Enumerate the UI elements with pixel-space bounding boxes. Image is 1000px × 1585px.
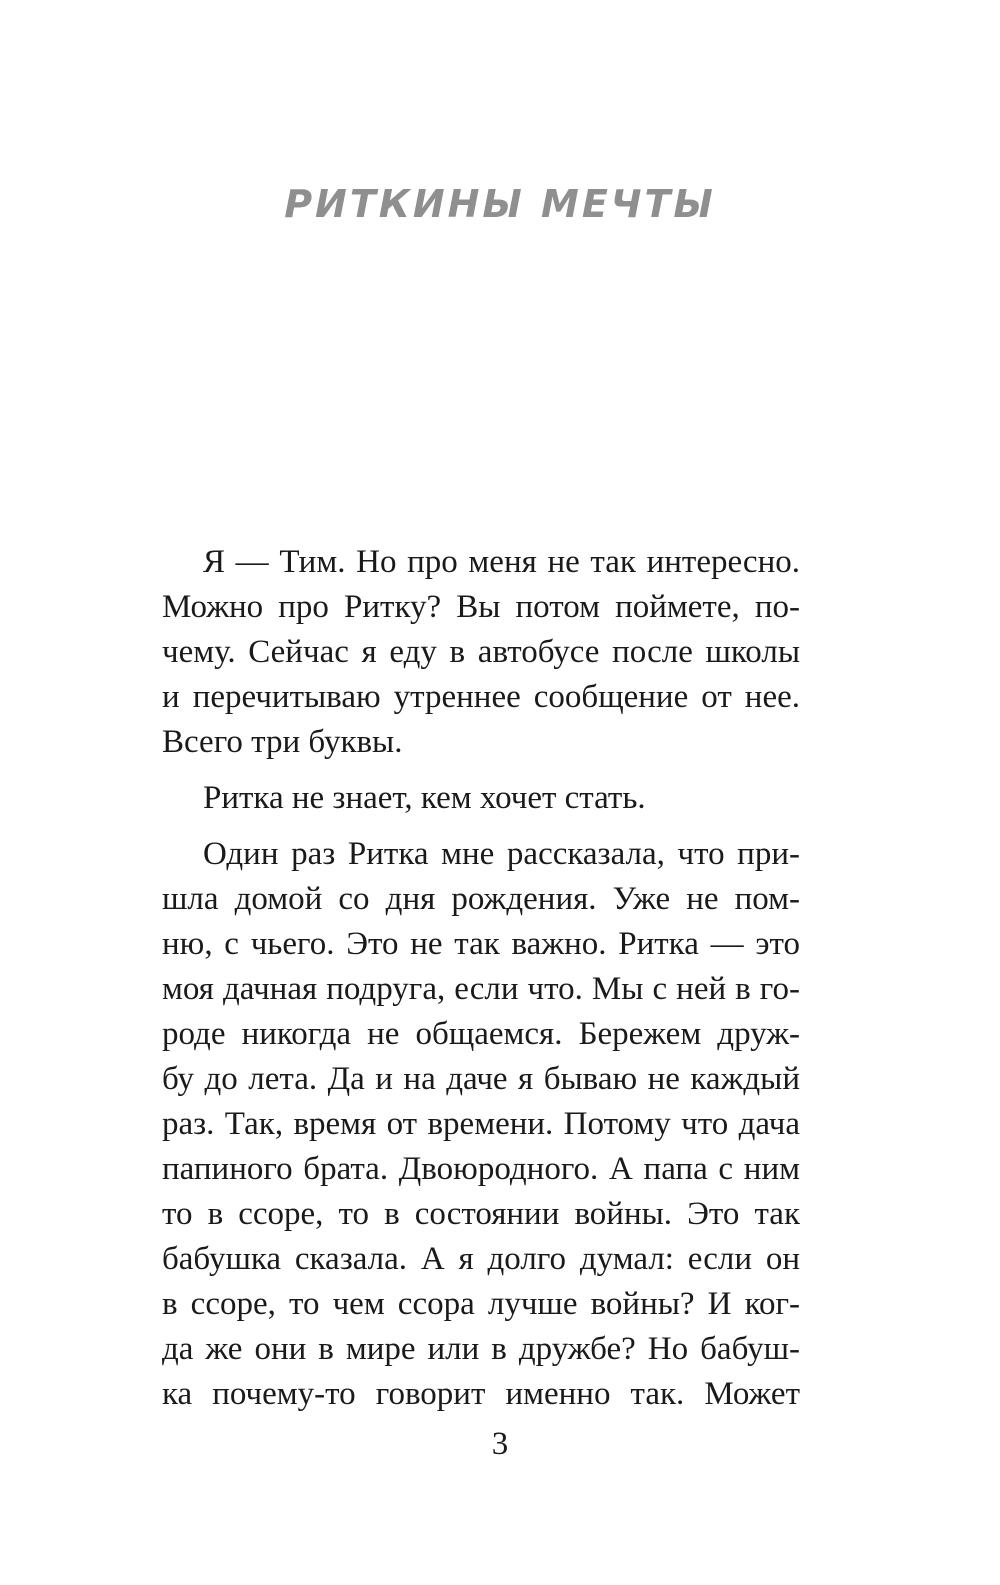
paragraph-2 [162,776,800,821]
chapter-title: РИТКИНЫ МЕЧТЫ [284,182,716,226]
text-line: бабушка сказала. А я долго думал: если он [162,1241,800,1277]
paragraph-3 [162,832,800,1417]
text-line: моя дачная подруга, если что. Мы с ней в го- [162,971,800,1007]
page-number: 3 [491,1426,509,1462]
text-line: ню, с чьего. Это не так важно. Ритка — это [162,926,800,962]
text-line: Ритка не знает, кем хочет стать. [203,780,646,816]
body-text [162,540,800,1417]
text-line: папиного брата. Двоюродного. А папа с ним [162,1151,800,1187]
text-line: да же они в мире или в дружбе? Но бабуш- [162,1331,800,1367]
text-line: то в ссоре, то в состоянии войны. Это так [162,1196,800,1232]
text-line: Всего три буквы. [162,724,403,760]
text-line: в ссоре, то чем ссора лучше войны? И ког- [162,1286,800,1322]
text-line: Можно про Ритку? Вы потом поймете, по- [162,589,800,625]
text-line: Один раз Ритка мне рассказала, что при- [203,836,800,872]
text-line: чему. Сейчас я еду в автобусе после школы [162,634,800,670]
text-line: бу до лета. Да и на даче я бываю не каждый [162,1061,800,1097]
text-line: Я — Тим. Но про меня не так интересно. [203,544,800,580]
paragraph-1 [162,540,800,765]
text-line: роде никогда не общаемся. Бережем друж- [162,1016,800,1052]
text-line: и перечитываю утреннее сообщение от нее. [162,679,800,715]
text-line: шла домой со дня рождения. Уже не пом- [162,881,800,917]
text-line: раз. Так, время от времени. Потому что дача [162,1106,800,1142]
text-line: ка почему-то говорит именно так. Может [162,1376,800,1412]
